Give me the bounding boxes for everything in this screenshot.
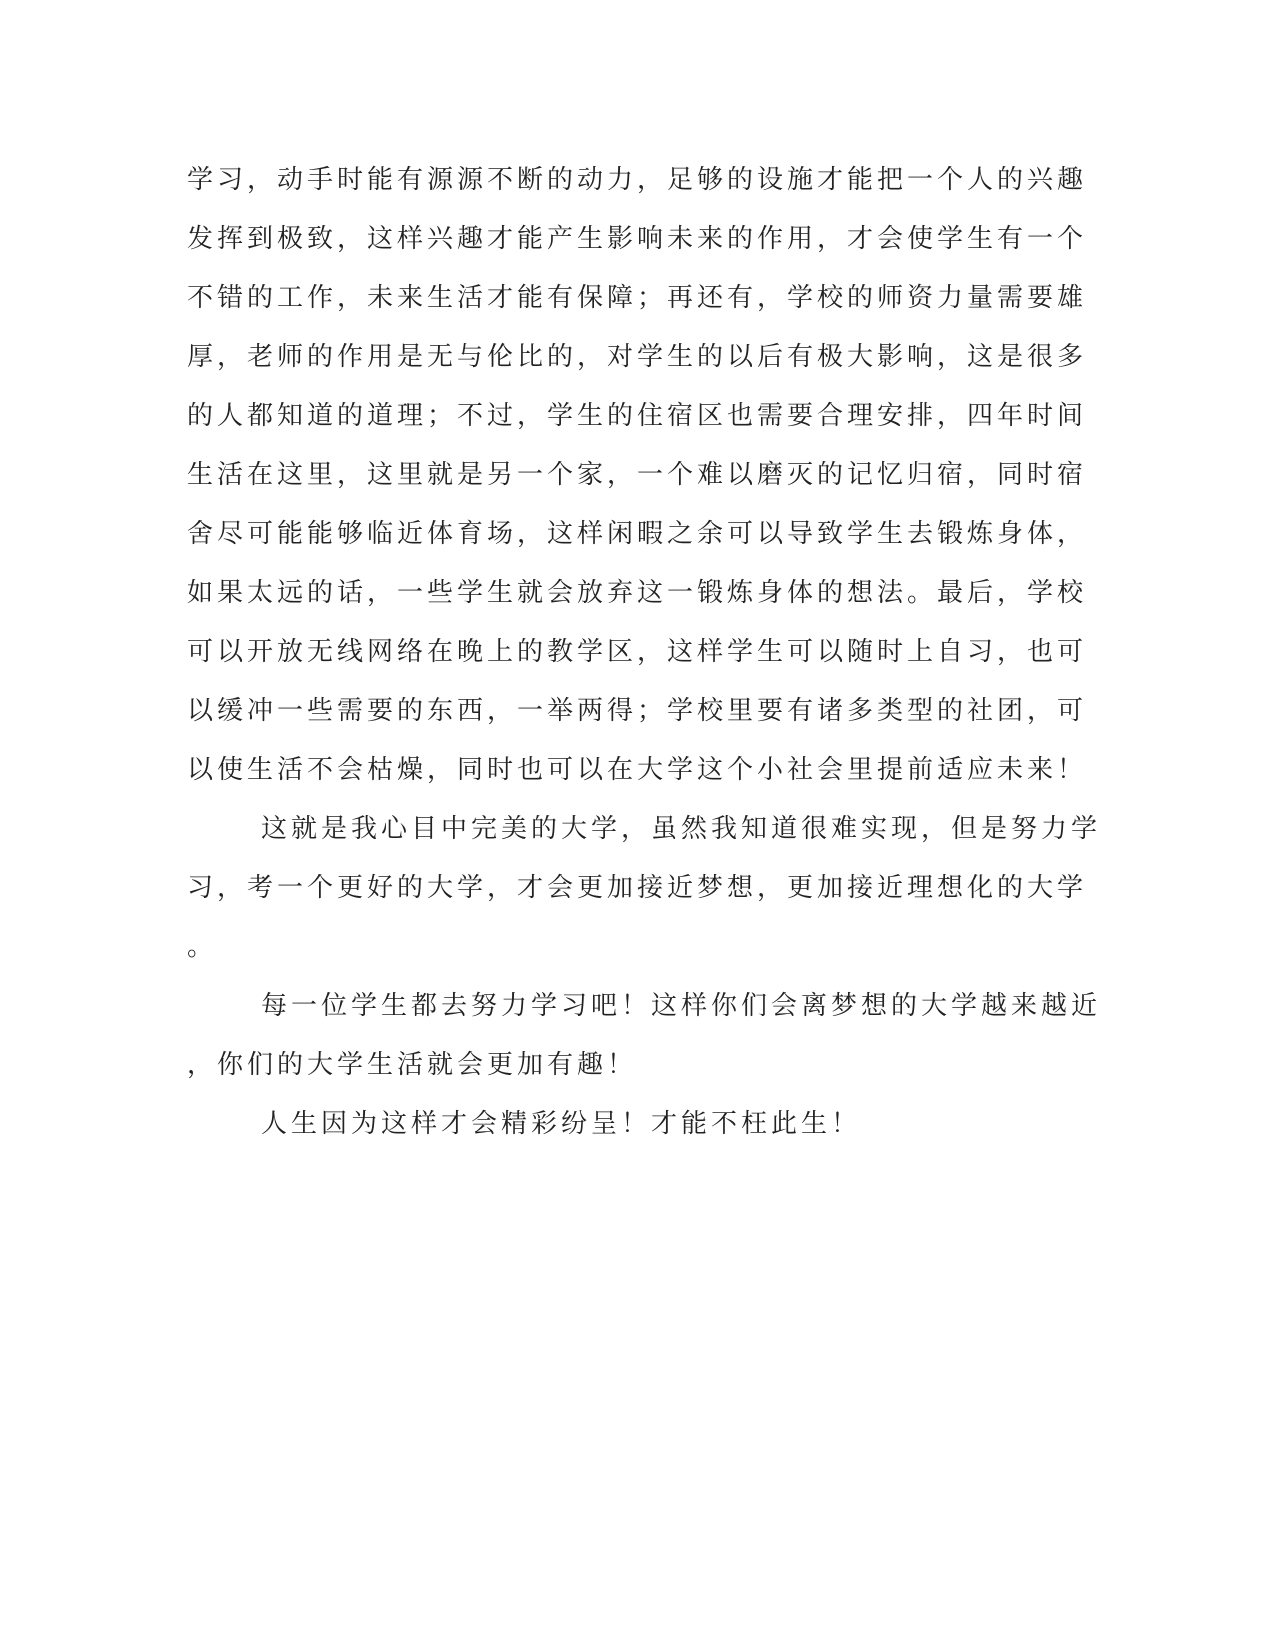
text-line-10: 以缓冲一些需要的东西，一举两得；学校里要有诸多类型的社团，可 bbox=[187, 696, 1088, 726]
paragraph-closing: 人生因为这样才会精彩纷呈！才能不枉此生！ bbox=[261, 1109, 862, 1139]
text-line-7: 舍尽可能能够临近体育场，这样闲暇之余可以导致学生去锻炼身体， bbox=[187, 519, 1088, 549]
text-line-16: ，你们的大学生活就会更加有趣！ bbox=[187, 1050, 638, 1080]
text-line-13: 习，考一个更好的大学，才会更加接近梦想，更加接近理想化的大学 bbox=[187, 873, 1088, 903]
paragraph-start-dream-university: 这就是我心目中完美的大学，虽然我知道很难实现，但是努力学 bbox=[261, 814, 1102, 844]
text-line-9: 可以开放无线网络在晚上的教学区，这样学生可以随时上自习，也可 bbox=[187, 637, 1088, 667]
text-line-2: 发挥到极致，这样兴趣才能产生影响未来的作用，才会使学生有一个 bbox=[187, 224, 1088, 254]
text-line-3: 不错的工作，未来生活才能有保障；再还有，学校的师资力量需要雄 bbox=[187, 283, 1088, 313]
text-line-4: 厚，老师的作用是无与伦比的，对学生的以后有极大影响，这是很多 bbox=[187, 342, 1088, 372]
text-line-14: 。 bbox=[187, 932, 218, 962]
text-line-11: 以使生活不会枯燥，同时也可以在大学这个小社会里提前适应未来！ bbox=[187, 755, 1088, 785]
text-line-1: 学习，动手时能有源源不断的动力，足够的设施才能把一个人的兴趣 bbox=[187, 165, 1088, 195]
text-line-8: 如果太远的话，一些学生就会放弃这一锻炼身体的想法。最后，学校 bbox=[187, 578, 1088, 608]
paragraph-start-study-hard: 每一位学生都去努力学习吧！这样你们会离梦想的大学越来越近 bbox=[261, 991, 1102, 1021]
text-line-6: 生活在这里，这里就是另一个家，一个难以磨灭的记忆归宿，同时宿 bbox=[187, 460, 1088, 490]
text-line-5: 的人都知道的道理；不过，学生的住宿区也需要合理安排，四年时间 bbox=[187, 401, 1088, 431]
